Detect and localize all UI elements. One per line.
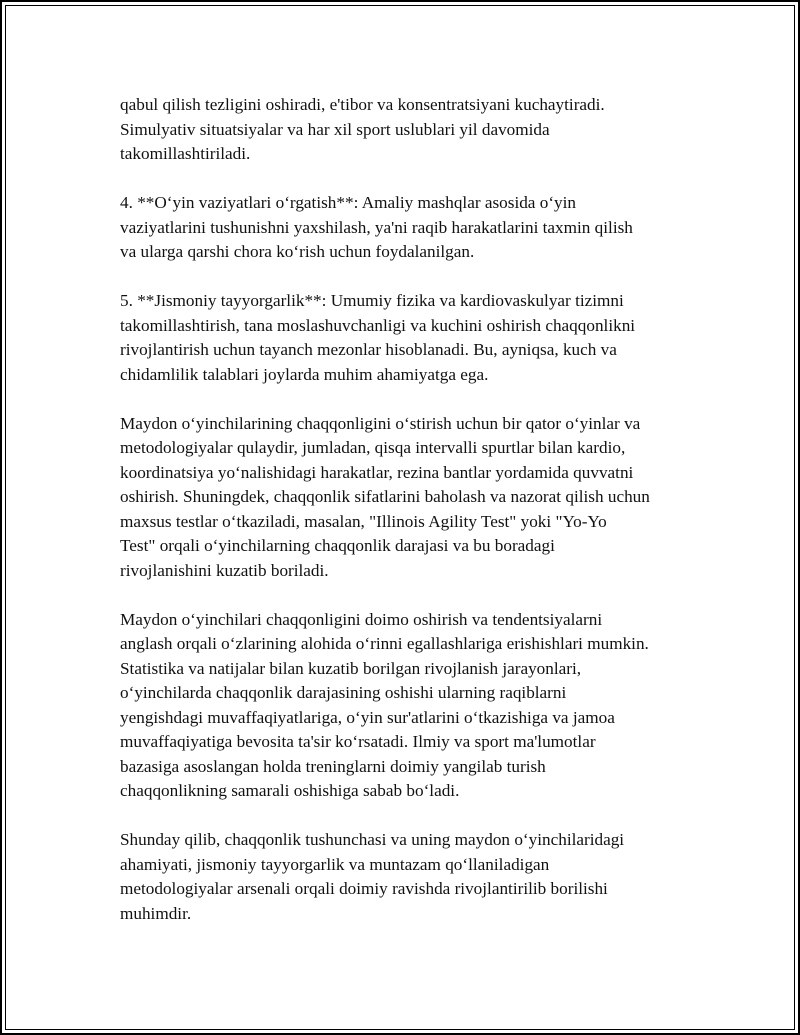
paragraph-progress: Maydon o‘yinchilari chaqqonligini doimo oshirish va tendentsiyalarni anglash orqali o‘zlarining alohida o‘rinni egallashlariga erishishlari mumkin. Statistika va natijalar bilan kuzatib borilgan rivojlanish jarayonlari, o‘yinchilarda chaqqonlik darajasining oshishi ularning raqiblarni yengishdagi muvaffaqiyatlariga, o‘yin sur'atlarini o‘tkazishiga va jamoa muvaffaqiyatiga bevosita ta'sir ko‘rsatadi. Ilmiy va sport ma'lumotlar bazasiga asoslangan holda treninglarni doimiy yangilab turish chaqqonlikning samarali oshishiga sabab bo‘ladi. [120, 609, 649, 800]
paragraph-conclusion: Shunday qilib, chaqqonlik tushunchasi va uning maydon o‘yinchilaridagi ahamiyati, jismoniy tayyorgarlik va muntazam qo‘llaniladigan metodologiyalar arsenali orqali doimiy ravishda rivojlantirilib borilishi muhimdir. [120, 830, 625, 923]
paragraph-game-situations: 4. **O‘yin vaziyatlari o‘rgatish**: Amaliy mashqlar asosida o‘yin vaziyatlarini tushunishni yaxshilash, ya'ni raqib harakatlarini taxmin qilish va ularga qarshi chora ko‘rish uchun foydalanilgan. [120, 193, 633, 261]
paragraph-methodologies: Maydon o‘yinchilarining chaqqonligini o‘stirish uchun bir qator o‘yinlar va metodologiyalar qulaydir, jumladan, qisqa intervalli spurtlar bilan kardio, koordinatsiya yo‘nalishidagi harakatlar, rezina bantlar yordamida quvvatni oshirish. Shuningdek, chaqqonlik sifatlarini baholash va nazorat qilish uchun maxsus testlar o‘tkaziladi, masalan, "Illinois Agility Test" yoki "Yo-Yo Test" orqali o‘yinchilarning chaqqonlik darajasi va bu boradagi rivojlanishini kuzatib boriladi. [120, 413, 650, 580]
paragraph-continuation: qabul qilish tezligini oshiradi, e'tibor va konsentratsiyani kuchaytiradi. Simulyativ situatsiyalar va har xil sport uslublari yil davomida takomillashtiriladi. [120, 95, 605, 163]
paragraph-physical-preparation: 5. **Jismoniy tayyorgarlik**: Umumiy fizika va kardiovaskulyar tizimni takomillashtirish, tana moslashuvchanligi va kuchini oshirish chaqqonlikni rivojlantirish uchun tayanch mezonlar hisoblanadi. Bu, ayniqsa, kuch va chidamlilik talablari joylarda muhim ahamiyatga ega. [120, 291, 636, 384]
document-body [120, 93, 700, 951]
